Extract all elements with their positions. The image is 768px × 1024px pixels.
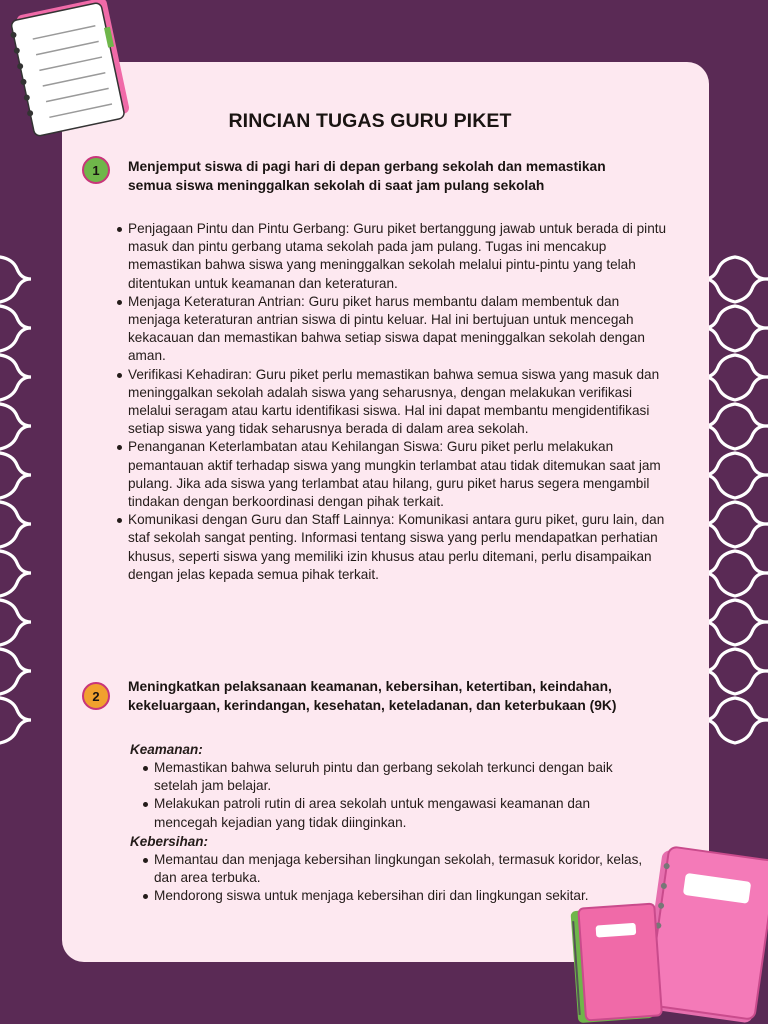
section-1-bullet-list	[128, 220, 668, 584]
section-heading-2: Meningkatkan pelaksanaan keamanan, kebersihan, ketertiban, keindahan, kekeluargaan, kerindangan, kesehatan, keteladanan, dan keterbukaan (9K)	[128, 679, 617, 713]
subsection-list-keamanan	[130, 759, 650, 832]
list-item: Mendorong siswa untuk menjaga kebersihan diri dan lingkungan sekitar.	[154, 887, 650, 905]
list-item: Memantau dan menjaga kebersihan lingkungan sekolah, termasuk koridor, kelas, dan area terbuka.	[154, 851, 650, 887]
list-item: Komunikasi dengan Guru dan Staff Lainnya: Komunikasi antara guru piket, guru lain, dan staf sekolah sangat penting. Informasi tentang siswa yang perlu mendapatkan perhatian khusus, seperti siswa yang memiliki izin khusus atau perlu ditemani, perlu disampaikan dengan jelas kepada semua pihak terkait.	[128, 511, 668, 584]
number-badge-1: 1	[82, 156, 110, 184]
list-item: Penjagaan Pintu dan Pintu Gerbang: Guru piket bertanggung jawab untuk berada di pintu masuk dan pintu gerbang utama sekolah pada jam pulang. Tugas ini mencakup memastikan bahwa siswa yang meninggalkan sekolah melalui pintu-pintu yang telah ditentukan untuk keamanan dan keteraturan.	[128, 220, 668, 293]
list-item: Melakukan patroli rutin di area sekolah untuk mengawasi keamanan dan mencegah kejadian yang tidak diinginkan.	[154, 795, 650, 831]
page-title: RINCIAN TUGAS GURU PIKET	[228, 110, 512, 132]
books-icon	[560, 840, 768, 1024]
subsection-title-keamanan: Keamanan:	[130, 742, 203, 757]
list-item: Memastikan bahwa seluruh pintu dan gerbang sekolah terkunci dengan baik setelah jam belajar.	[154, 759, 650, 795]
list-item: Menjaga Keteraturan Antrian: Guru piket harus membantu dalam membentuk dan menjaga keteraturan antrian siswa di pintu keluar. Hal ini bertujuan untuk mencegah kekacauan dan memastikan bahwa setiap siswa dapat meninggalkan sekolah dengan aman.	[128, 293, 668, 366]
section-heading-1: Menjemput siswa di pagi hari di depan gerbang sekolah dan memastikan semua siswa meninggalkan sekolah di saat jam pulang sekolah	[128, 159, 606, 193]
lattice-pattern-right	[704, 255, 768, 745]
list-item: Verifikasi Kehadiran: Guru piket perlu memastikan bahwa semua siswa yang masuk dan meninggalkan sekolah adalah siswa yang seharusnya, dengan melakukan verifikasi melalui seragam atau kartu identifikasi siswa. Hal ini dapat membantu mengidentifikasi setiap siswa yang tidak seharusnya berada di dalam area sekolah.	[128, 366, 668, 439]
list-item: Penanganan Keterlambatan atau Kehilangan Siswa: Guru piket perlu melakukan pemantauan aktif terhadap siswa yang mungkin terlambat atau tidak ditemukan saat jam pulang. Jika ada siswa yang terlambat atau hilang, guru piket harus segera mengambil tindakan dengan berkoordinasi dengan pihak terkait.	[128, 438, 668, 511]
subsection-title-kebersihan: Kebersihan:	[130, 833, 209, 849]
number-badge-2: 2	[82, 682, 110, 710]
lattice-pattern-left	[0, 255, 62, 745]
